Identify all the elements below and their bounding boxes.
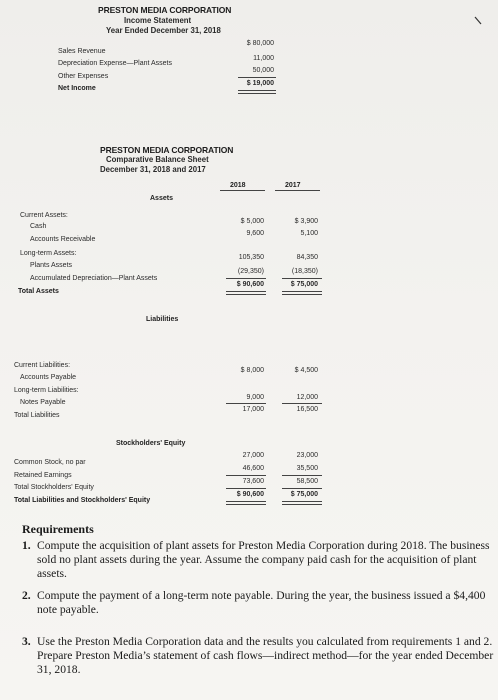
sales-revenue-label: Sales Revenue [58, 48, 106, 55]
equity-subtotal-rule-2017 [282, 475, 322, 476]
liabilities-subtotal-rule-2018 [226, 403, 266, 404]
total-assets-double-rule-2017 [282, 291, 322, 295]
column-header-2017: 2017 [285, 182, 301, 189]
accounts-receivable-2017: 5,100 [300, 230, 318, 237]
balance-sheet-title: Comparative Balance Sheet [106, 155, 209, 164]
stockholders-equity-heading: Stockholders' Equity [116, 440, 186, 447]
current-liabilities-label: Current Liabilities: [14, 362, 71, 369]
retained-earnings-2018: 46,600 [242, 465, 264, 472]
assets-subtotal-rule-2017 [282, 278, 322, 279]
total-stockholders-equity-2018: 73,600 [242, 478, 264, 485]
accumulated-depreciation-2018: (29,350) [237, 268, 264, 275]
sales-revenue-value: $ 80,000 [246, 40, 274, 47]
accounts-payable-2017: $ 4,500 [294, 367, 318, 374]
equity-total-rule-2017 [282, 488, 322, 489]
common-stock-2017: 23,000 [296, 452, 318, 459]
column-header-2018: 2018 [230, 182, 246, 189]
accounts-receivable-2018: 9,600 [246, 230, 264, 237]
depreciation-expense-value: 11,000 [253, 55, 274, 62]
header-rule-2018 [220, 190, 265, 191]
long-term-assets-label: Long-term Assets: [20, 250, 77, 257]
assets-subtotal-rule-2018 [226, 278, 266, 279]
net-income-value: $ 19,000 [246, 80, 274, 87]
equity-subtotal-rule-2018 [226, 475, 266, 476]
total-assets-double-rule-2018 [226, 291, 266, 295]
total-liabilities-equity-2018: $ 90,600 [236, 491, 264, 498]
retained-earnings-2017: 35,500 [296, 465, 318, 472]
plant-assets-2018: 105,350 [238, 254, 264, 261]
accounts-payable-2018: $ 8,000 [240, 367, 264, 374]
liabilities-heading: Liabilities [146, 316, 179, 323]
total-assets-label: Total Assets [18, 288, 59, 295]
requirement-1-number: 1. [22, 539, 31, 552]
income-period: Year Ended December 31, 2018 [106, 26, 221, 35]
long-term-liabilities-label: Long-term Liabilities: [14, 387, 79, 394]
balance-period: December 31, 2018 and 2017 [100, 165, 206, 174]
common-stock-2018: 27,000 [242, 452, 264, 459]
total-assets-2018: $ 90,600 [236, 281, 264, 288]
total-liabilities-2018: 17,000 [242, 406, 264, 413]
total-liabilities-equity-label: Total Liabilities and Stockholders' Equity [14, 497, 151, 504]
retained-earnings-label: Retained Earnings [14, 472, 72, 479]
total-liabilities-equity-2017: $ 75,000 [290, 491, 318, 498]
accounts-receivable-label: Accounts Receivable [30, 236, 96, 243]
other-expenses-label: Other Expenses [58, 73, 109, 80]
header-rule-2017 [275, 190, 320, 191]
notes-payable-2017: 12,000 [296, 394, 318, 401]
net-income-double-rule [238, 90, 276, 94]
requirement-3-number: 3. [22, 635, 31, 648]
pen-mark-icon [474, 16, 483, 26]
depreciation-expense-label: Depreciation Expense—Plant Assets [58, 60, 173, 67]
cash-2018: $ 5,000 [240, 218, 264, 225]
equity-total-rule-2018 [226, 488, 266, 489]
total-stockholders-equity-2017: 58,500 [296, 478, 318, 485]
accumulated-depreciation-2017: (18,350) [291, 268, 318, 275]
notes-payable-label: Notes Payable [20, 399, 66, 406]
notes-payable-2018: 9,000 [246, 394, 264, 401]
balance-company-title: PRESTON MEDIA CORPORATION [100, 145, 234, 155]
net-income-label: Net Income [58, 85, 96, 92]
requirements-heading: Requirements [22, 522, 94, 536]
accounts-payable-label: Accounts Payable [20, 374, 77, 381]
other-expenses-value: 50,000 [252, 67, 274, 74]
income-statement-title: Income Statement [124, 16, 192, 25]
requirement-2 [22, 589, 496, 619]
total-assets-2017: $ 75,000 [290, 281, 318, 288]
total-liabilities-2017: 16,500 [296, 406, 318, 413]
cash-2017: $ 3,900 [294, 218, 318, 225]
requirement-2-text: Compute the payment of a long-term note payable. During the year, the business issued a $4,400 note payable. [37, 589, 486, 616]
income-company-title: PRESTON MEDIA CORPORATION [98, 5, 232, 15]
plant-assets-label: Plants Assets [30, 262, 73, 269]
cash-label: Cash [30, 223, 47, 230]
accumulated-depreciation-label: Accumulated Depreciation—Plant Assets [30, 275, 158, 282]
liabilities-subtotal-rule-2017 [282, 403, 322, 404]
current-assets-label: Current Assets: [20, 212, 68, 219]
income-subtotal-rule [238, 77, 276, 78]
assets-heading: Assets [150, 195, 173, 202]
requirement-1-text: Compute the acquisition of plant assets for Preston Media Corporation during 2018. The business sold no plant assets during the year. Assume the company paid cash for the acquisition of plant assets. [37, 539, 490, 580]
total-liabilities-label: Total Liabilities [14, 412, 60, 419]
requirement-1 [22, 539, 496, 585]
total-le-double-rule-2017 [282, 501, 322, 505]
requirement-2-number: 2. [22, 589, 31, 602]
requirement-3-text: Use the Preston Media Corporation data and the results you calculated from requirements 1 and 2. Prepare Preston Media’s statement of cash flows—indirect method—for the year ended December 31, 2018. [37, 635, 494, 676]
common-stock-label: Common Stock, no par [14, 459, 86, 466]
plant-assets-2017: 84,350 [296, 254, 318, 261]
total-le-double-rule-2018 [226, 501, 266, 505]
requirement-3 [22, 635, 496, 681]
total-stockholders-equity-label: Total Stockholders' Equity [14, 484, 94, 491]
